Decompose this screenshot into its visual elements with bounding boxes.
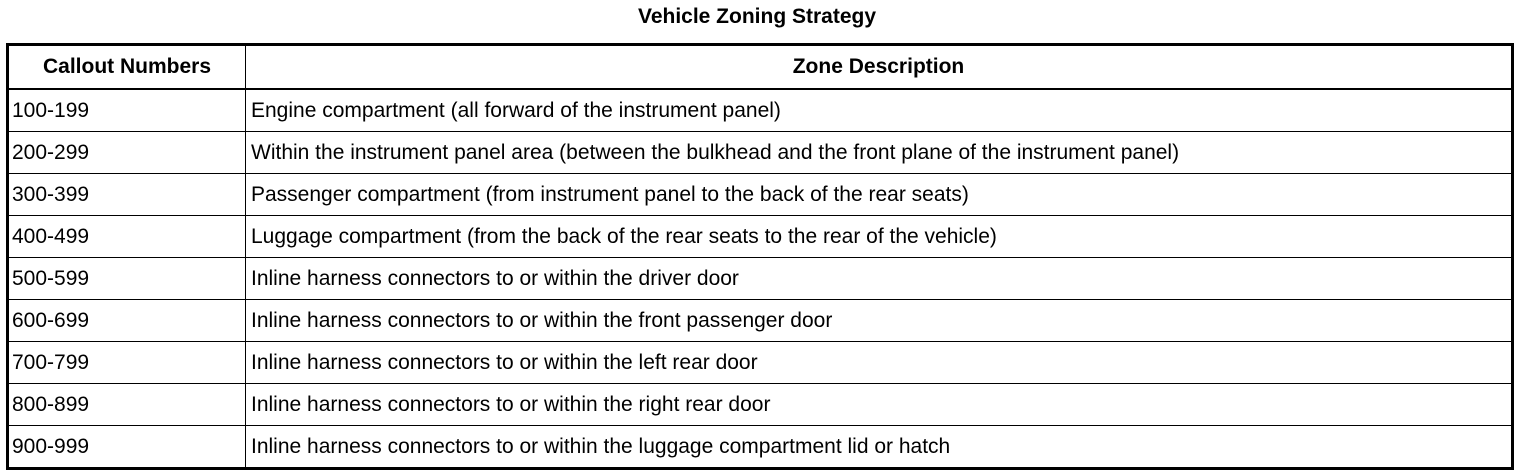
description-cell: Luggage compartment (from the back of the rear seats to the rear of the vehicle)	[246, 216, 1513, 258]
callout-cell: 700-799	[8, 342, 246, 384]
table-row	[8, 132, 1513, 174]
table-row	[8, 426, 1513, 469]
table-row	[8, 384, 1513, 426]
table-title: Vehicle Zoning Strategy	[637, 5, 877, 28]
column-header-callout-numbers: Callout Numbers	[8, 45, 246, 90]
description-cell: Passenger compartment (from instrument panel to the back of the rear seats)	[246, 174, 1513, 216]
table-row	[8, 300, 1513, 342]
description-cell: Inline harness connectors to or within the driver door	[246, 258, 1513, 300]
callout-cell: 300-399	[8, 174, 246, 216]
callout-cell: 900-999	[8, 426, 246, 469]
callout-cell: 800-899	[8, 384, 246, 426]
table-row	[8, 174, 1513, 216]
description-cell: Within the instrument panel area (between the bulkhead and the front plane of the instrument panel)	[246, 132, 1513, 174]
description-cell: Engine compartment (all forward of the instrument panel)	[246, 89, 1513, 132]
table-row	[8, 216, 1513, 258]
description-cell: Inline harness connectors to or within the luggage compartment lid or hatch	[246, 426, 1513, 469]
table-row	[8, 342, 1513, 384]
header-row	[8, 45, 1513, 90]
description-cell: Inline harness connectors to or within the front passenger door	[246, 300, 1513, 342]
table-row	[8, 89, 1513, 132]
callout-cell: 400-499	[8, 216, 246, 258]
description-cell: Inline harness connectors to or within the left rear door	[246, 342, 1513, 384]
column-header-zone-description: Zone Description	[246, 45, 1513, 90]
callout-cell: 200-299	[8, 132, 246, 174]
zoning-table	[6, 43, 1514, 470]
table-row	[8, 258, 1513, 300]
callout-cell: 100-199	[8, 89, 246, 132]
callout-cell: 600-699	[8, 300, 246, 342]
description-cell: Inline harness connectors to or within the right rear door	[246, 384, 1513, 426]
callout-cell: 500-599	[8, 258, 246, 300]
